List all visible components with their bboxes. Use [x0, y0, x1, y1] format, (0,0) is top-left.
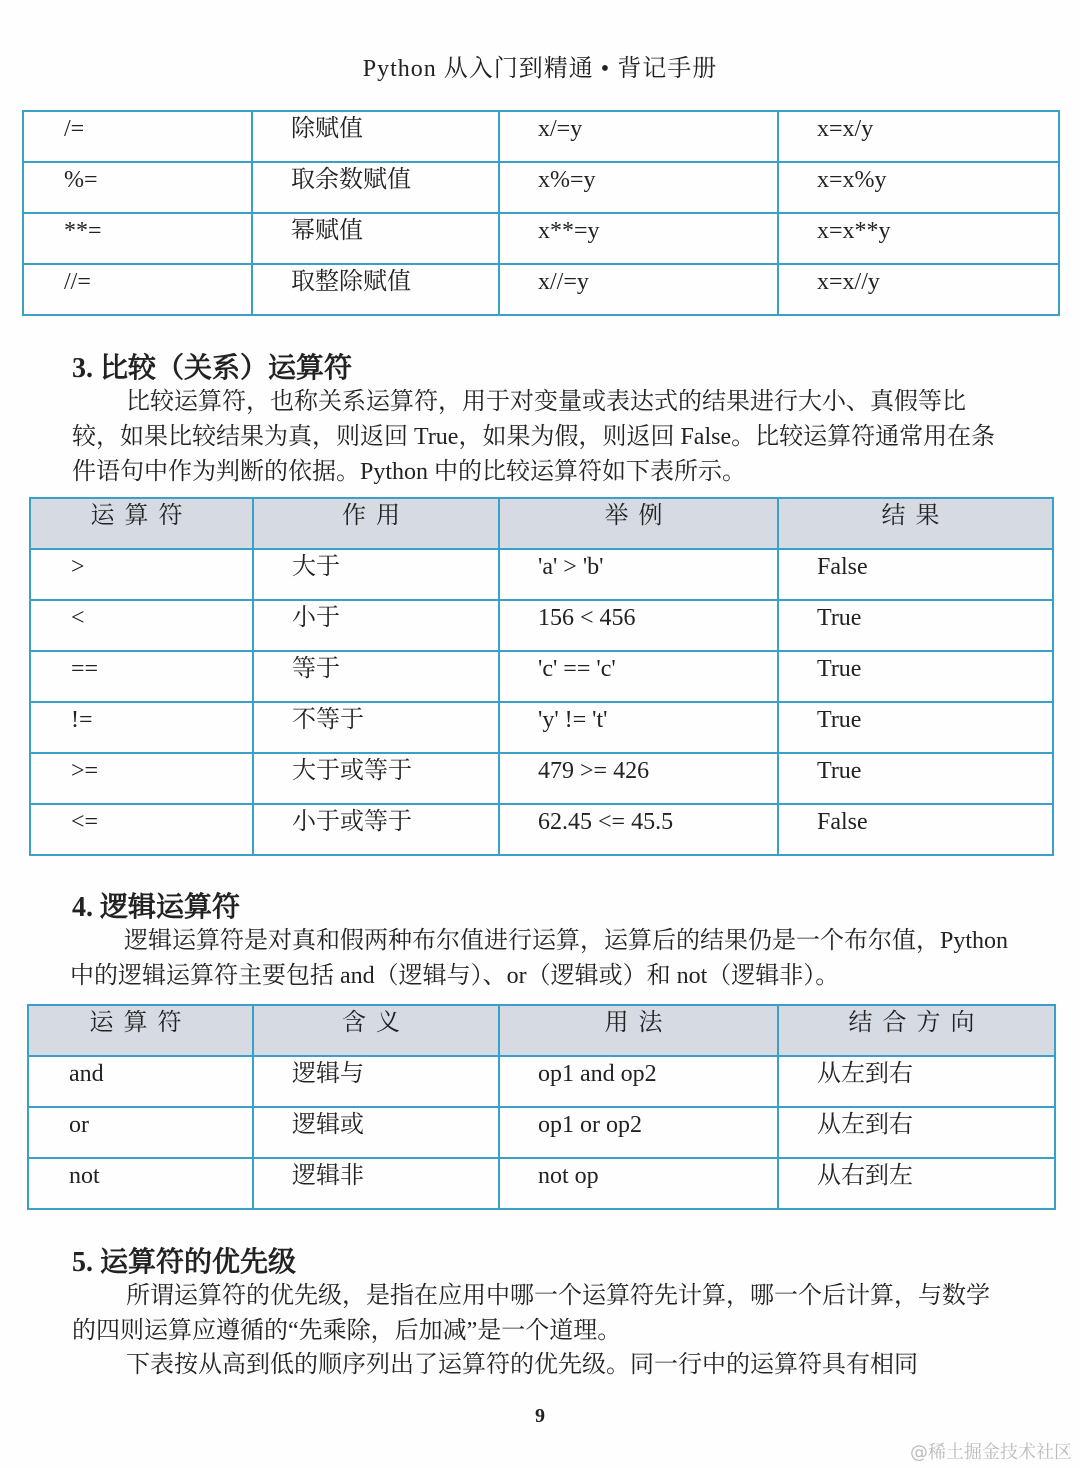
table-cell: not [28, 1158, 253, 1209]
table-cell: > [30, 549, 253, 600]
table-cell: x=x%y [778, 162, 1059, 213]
table-cell: op1 and op2 [499, 1056, 778, 1107]
table-cell: True [778, 702, 1053, 753]
table-row [30, 804, 1053, 855]
table-cell: >= [30, 753, 253, 804]
section-4-paragraph: 逻辑运算符是对真和假两种布尔值进行运算，运算后的结果仍是一个布尔值，Python 中的逻辑运算符主要包括 and（逻辑与）、or（逻辑或）和 not（逻辑非）。 [70, 928, 1009, 989]
table-cell: 小于或等于 [253, 804, 499, 855]
table-cell: 从左到右 [778, 1056, 1055, 1107]
table-cell: 从右到左 [778, 1158, 1055, 1209]
page-number: 9 [535, 1405, 545, 1427]
table-cell: x=x/y [778, 111, 1059, 162]
column-header: 含义 [253, 1005, 499, 1056]
section-4-title: 4. 逻辑运算符 [72, 892, 241, 923]
table-cell: 取整除赋值 [252, 264, 499, 315]
comparison-operators-table [29, 497, 1054, 856]
column-header: 结果 [778, 498, 1053, 549]
section-3-title: 3. 比较（关系）运算符 [72, 353, 353, 384]
running-header: Python 从入门到精通 • 背记手册 [362, 56, 718, 82]
table-cell: 取余数赋值 [252, 162, 499, 213]
table-cell: and [28, 1056, 253, 1107]
table-header-row [30, 498, 1053, 549]
column-header: 举例 [499, 498, 778, 549]
table-row [23, 111, 1059, 162]
table-cell: <= [30, 804, 253, 855]
table-row [30, 702, 1053, 753]
table-row [28, 1107, 1055, 1158]
table-cell: True [778, 651, 1053, 702]
table-row [28, 1056, 1055, 1107]
table-cell: op1 or op2 [499, 1107, 778, 1158]
table-cell: x/=y [499, 111, 778, 162]
table-row [23, 162, 1059, 213]
column-header: 运算符 [28, 1005, 253, 1056]
table-row [23, 264, 1059, 315]
table-cell: 逻辑或 [253, 1107, 499, 1158]
table-cell: x//=y [499, 264, 778, 315]
column-header: 运算符 [30, 498, 253, 549]
table-cell: 逻辑与 [253, 1056, 499, 1107]
table-cell: 从左到右 [778, 1107, 1055, 1158]
table-row [30, 753, 1053, 804]
table-cell: 'c' == 'c' [499, 651, 778, 702]
table-header-row [28, 1005, 1055, 1056]
table-cell: **= [23, 213, 252, 264]
table-cell: 逻辑非 [253, 1158, 499, 1209]
table-cell: %= [23, 162, 252, 213]
table-cell: 不等于 [253, 702, 499, 753]
table-row [30, 549, 1053, 600]
watermark: @稀土掘金技术社区 [910, 1442, 1072, 1463]
section-5-title: 5. 运算符的优先级 [72, 1247, 297, 1278]
table-body [23, 111, 1059, 315]
table-cell: not op [499, 1158, 778, 1209]
table-body [28, 1056, 1055, 1209]
table-cell: True [778, 753, 1053, 804]
table-cell: 幂赋值 [252, 213, 499, 264]
logical-operators-table [27, 1004, 1056, 1210]
section-3-paragraph: 比较运算符，也称关系运算符，用于对变量或表达式的结果进行大小、真假等比较，如果比较结果为真，则返回 True，如果为假，则返回 False。比较运算符通常用在条件语句中作为判断的依据。Python 中的比较运算符如下表所示。 [72, 389, 996, 485]
table-cell: True [778, 600, 1053, 651]
table-cell: 156 < 456 [499, 600, 778, 651]
table-cell: False [778, 804, 1053, 855]
table-row [23, 213, 1059, 264]
table-cell: != [30, 702, 253, 753]
table-cell: < [30, 600, 253, 651]
table-cell: x=x//y [778, 264, 1059, 315]
table-row [28, 1158, 1055, 1209]
column-header: 用法 [499, 1005, 778, 1056]
table-cell: 'a' > 'b' [499, 549, 778, 600]
table-row [30, 600, 1053, 651]
section-5-paragraph-1: 所谓运算符的优先级，是指在应用中哪一个运算符先计算，哪一个后计算，与数学的四则运算应遵循的“先乘除，后加减”是一个道理。 [72, 1283, 990, 1344]
table-row [30, 651, 1053, 702]
assignment-operators-table [22, 110, 1060, 316]
table-body [30, 549, 1053, 855]
table-cell: 大于或等于 [253, 753, 499, 804]
section-5-paragraph-2: 下表按从高到低的顺序列出了运算符的优先级。同一行中的运算符具有相同 [126, 1352, 918, 1378]
table-cell: 479 >= 426 [499, 753, 778, 804]
column-header: 作用 [253, 498, 499, 549]
table-cell: == [30, 651, 253, 702]
table-cell: 小于 [253, 600, 499, 651]
table-cell: 62.45 <= 45.5 [499, 804, 778, 855]
table-cell: 'y' != 't' [499, 702, 778, 753]
table-cell: x=x**y [778, 213, 1059, 264]
table-cell: False [778, 549, 1053, 600]
table-cell: or [28, 1107, 253, 1158]
table-cell: x%=y [499, 162, 778, 213]
table-cell: 除赋值 [252, 111, 499, 162]
column-header: 结合方向 [778, 1005, 1055, 1056]
table-cell: 大于 [253, 549, 499, 600]
table-cell: x**=y [499, 213, 778, 264]
table-cell: //= [23, 264, 252, 315]
table-cell: /= [23, 111, 252, 162]
table-cell: 等于 [253, 651, 499, 702]
